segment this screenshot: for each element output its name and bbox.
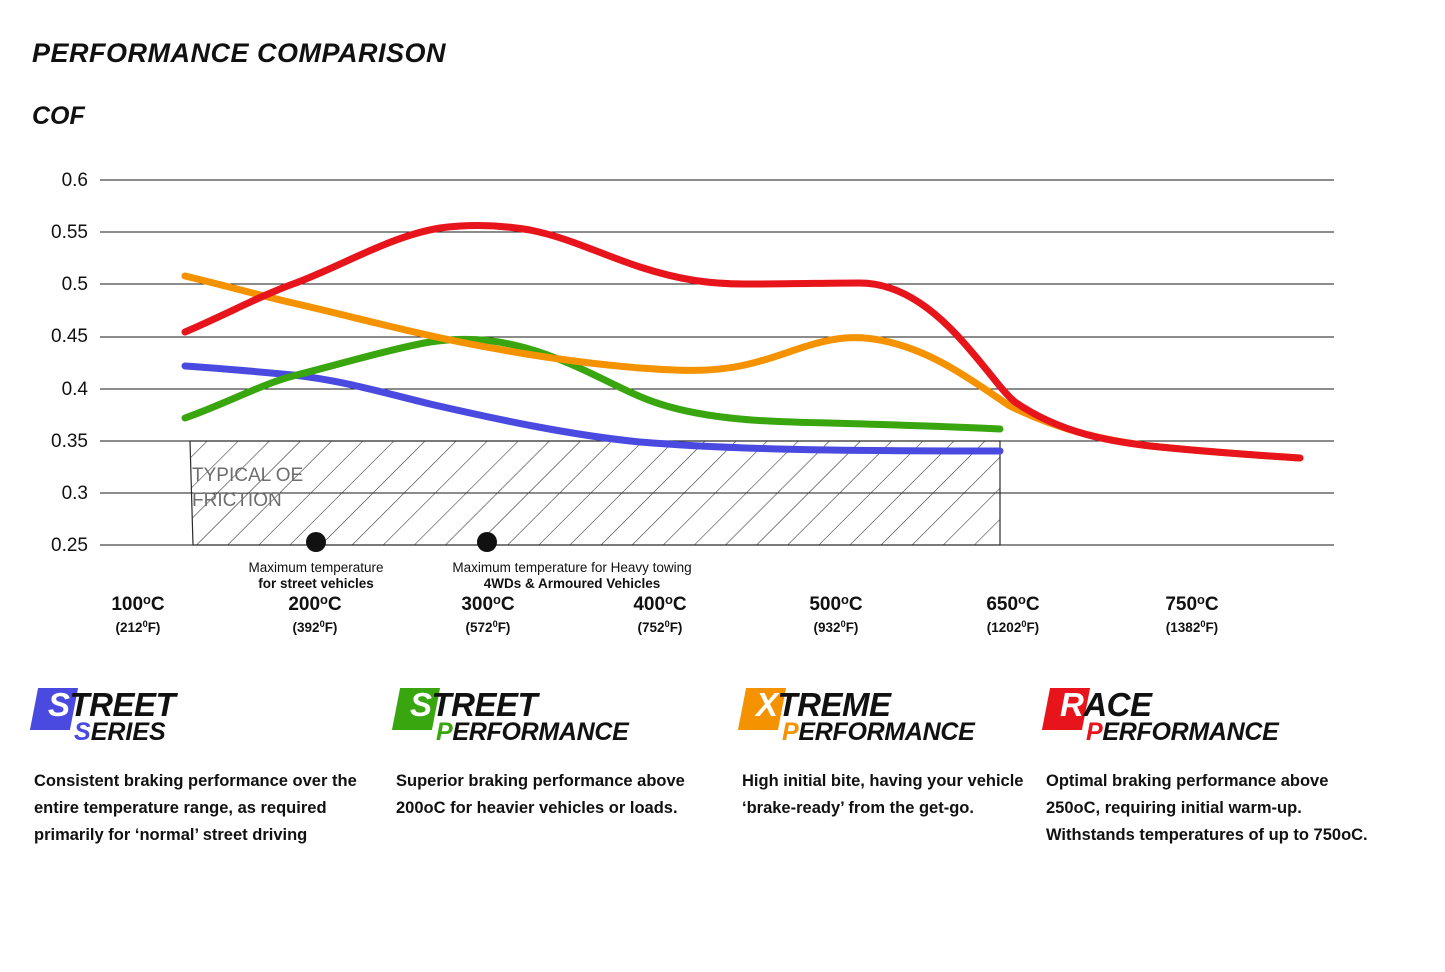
street-series-description: Consistent braking performance over the entire temperature range, as required primarily for ‘normal’ street driving bbox=[34, 772, 357, 844]
x-tick-650c: 650$^o$C (1202$^0$F) bbox=[986, 592, 1040, 635]
x-tick-500c-value: 500 bbox=[809, 594, 842, 615]
y-tick-0.3: 0.3 bbox=[61, 483, 88, 504]
y-tick-0.55: 0.55 bbox=[51, 222, 88, 243]
xtreme-performance-line2-word: ERFORMANCE bbox=[798, 718, 975, 746]
race-performance-initial: R bbox=[1060, 686, 1084, 723]
product-card-race-performance bbox=[1046, 688, 1376, 849]
typical-oe-friction-label bbox=[192, 463, 303, 513]
x-tick-200c-f: (392 bbox=[292, 620, 320, 635]
street-performance-initial: S bbox=[410, 686, 432, 723]
x-tick-300c-value: 300 bbox=[461, 594, 494, 615]
xtreme-performance-line2-prefix: P bbox=[782, 718, 799, 746]
product-card-street-performance bbox=[396, 688, 736, 822]
race-performance-word: ACE bbox=[1083, 686, 1152, 723]
xtreme-performance-logo bbox=[742, 688, 1042, 756]
x-tick-750c: 750$^o$C (1382$^0$F) bbox=[1165, 592, 1219, 635]
street-marker-line2: for street vehicles bbox=[258, 576, 374, 591]
series-line-street-performance bbox=[185, 339, 1000, 429]
street-performance-description: Superior braking performance above 200oC for heavier vehicles or loads. bbox=[396, 772, 685, 817]
x-tick-100c-value: 100 bbox=[111, 594, 144, 615]
series-line-race-performance bbox=[185, 226, 1300, 458]
race-performance-logo-line2 bbox=[1086, 718, 1279, 747]
towing-marker-line1: Maximum temperature for Heavy towing bbox=[452, 560, 692, 575]
product-card-street-series bbox=[34, 688, 374, 849]
page-title: PERFORMANCE COMPARISON bbox=[32, 38, 447, 68]
towing-marker-line2: 4WDs & Armoured Vehicles bbox=[483, 576, 661, 591]
street-series-initial: S bbox=[48, 686, 70, 723]
street-performance-logo-line2 bbox=[436, 718, 629, 747]
oe-label-line1: TYPICAL OE bbox=[192, 465, 304, 486]
x-tick-200c: 200$^o$C $(392^0F)$ bbox=[288, 592, 342, 635]
x-tick-750c-value: 750 bbox=[1165, 594, 1198, 615]
product-legend bbox=[0, 688, 1445, 968]
y-tick-0.25: 0.25 bbox=[51, 535, 88, 556]
street-vehicles-marker-note bbox=[226, 560, 406, 592]
x-tick-400c: 400$^o$C $(752^0F)$ bbox=[633, 592, 687, 635]
street-performance-line2-word: ERFORMANCE bbox=[452, 718, 629, 746]
x-tick-500c: 500$^o$C $(932^0F)$ bbox=[809, 592, 863, 635]
heavy-towing-marker-dot bbox=[477, 532, 497, 552]
x-tick-200c-value: 200 bbox=[288, 594, 321, 615]
x-tick-100c: 100$^o$C $(212^0F)$ bbox=[111, 592, 165, 635]
street-series-logo bbox=[34, 688, 374, 756]
xtreme-performance-description: High initial bite, having your vehicle ‘brake-ready’ from the get-go. bbox=[742, 772, 1024, 817]
x-tick-300c: 300$^o$C $(572^0F)$ bbox=[461, 592, 515, 635]
y-tick-0.6: 0.6 bbox=[61, 170, 88, 191]
race-performance-logo bbox=[1046, 688, 1376, 756]
y-tick-0.4: 0.4 bbox=[61, 379, 88, 400]
xtreme-performance-logo-line2 bbox=[782, 718, 975, 747]
series-line-street-series bbox=[185, 366, 1000, 451]
x-axis bbox=[0, 594, 1445, 664]
xtreme-performance-word: TREME bbox=[777, 686, 891, 723]
race-performance-description: Optimal braking performance above 250oC, requiring initial warm-up. Withstands temperatures of up to 750oC. bbox=[1046, 772, 1368, 844]
x-tick-400c-value: 400 bbox=[633, 594, 666, 615]
y-tick-0.5: 0.5 bbox=[61, 274, 88, 295]
heavy-towing-marker-note bbox=[422, 560, 722, 592]
street-series-line2-word: ERIES bbox=[90, 718, 166, 746]
street-series-word: TREET bbox=[69, 686, 176, 723]
street-marker-line1: Maximum temperature bbox=[248, 560, 384, 575]
x-tick-500c-f: (932 bbox=[813, 620, 841, 635]
x-tick-750c-f: (1382 bbox=[1165, 620, 1201, 635]
product-card-xtreme-performance bbox=[742, 688, 1042, 822]
y-tick-0.45: 0.45 bbox=[51, 326, 88, 347]
typical-oe-friction-band bbox=[190, 441, 1000, 545]
street-performance-line2-prefix: P bbox=[436, 718, 453, 746]
chart-plot-area bbox=[0, 150, 1445, 570]
x-tick-100c-f: (212 bbox=[115, 620, 143, 635]
street-series-line2-prefix: S bbox=[74, 718, 91, 746]
xtreme-performance-initial: X bbox=[756, 686, 778, 723]
x-tick-400c-f: (752 bbox=[637, 620, 665, 635]
x-tick-300c-f: (572 bbox=[465, 620, 493, 635]
x-tick-650c-value: 650 bbox=[986, 594, 1019, 615]
street-series-logo-line2 bbox=[74, 718, 166, 747]
series-line-xtreme-performance bbox=[185, 276, 1300, 458]
race-performance-line2-word: ERFORMANCE bbox=[1102, 718, 1279, 746]
y-axis-title: COF bbox=[32, 102, 85, 130]
street-performance-word: TREET bbox=[431, 686, 538, 723]
x-tick-650c-f: (1202 bbox=[986, 620, 1022, 635]
street-vehicles-marker-dot bbox=[306, 532, 326, 552]
y-tick-0.35: 0.35 bbox=[51, 431, 88, 452]
oe-label-line2: FRICTION bbox=[192, 490, 282, 511]
race-performance-line2-prefix: P bbox=[1086, 718, 1103, 746]
street-performance-logo bbox=[396, 688, 736, 756]
